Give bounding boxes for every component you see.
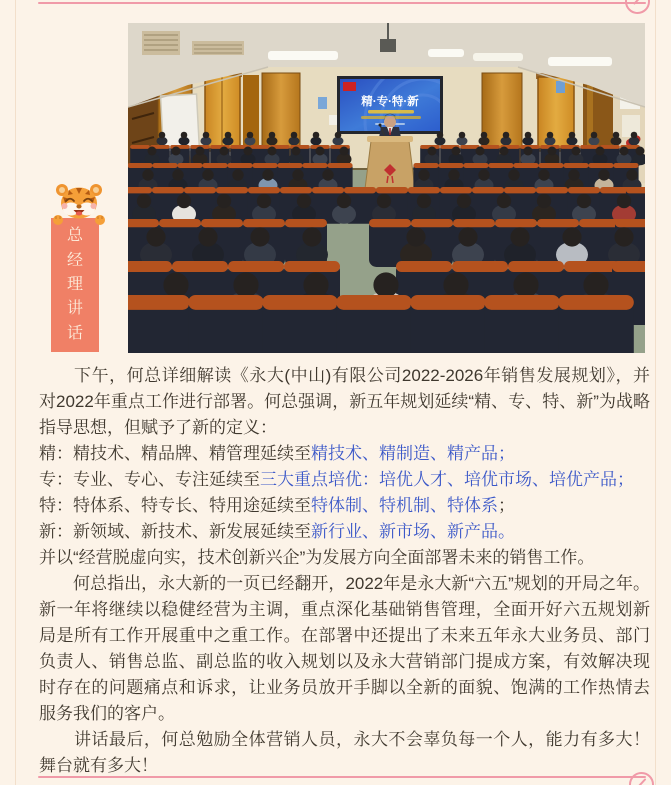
body-text: 特：特体系、特专长、特用途延续至 (39, 496, 311, 515)
left-border-line (15, 0, 16, 785)
bottom-divider-line (38, 776, 646, 778)
bottom-circle-ornament-icon (628, 771, 655, 785)
paragraph (39, 545, 650, 571)
slide-title: 精·专·特·新 (361, 96, 419, 108)
paragraph (39, 571, 650, 727)
highlighted-text: 特体制、特机制、特体系 (311, 496, 498, 515)
meeting-photo (128, 23, 645, 353)
highlighted-text: 新行业、新市场、新产品。 (311, 522, 515, 541)
tiger-mascot-icon (49, 181, 109, 225)
paragraph (39, 519, 650, 545)
top-divider-line (38, 2, 646, 4)
body-text: 精：精技术、精品牌、精管理延续至 (39, 444, 311, 463)
body-text: 下午，何总详细解读《永大(中山)有限公司2022-2026年销售发展规划》，并对2022年重点工作进行部署。何总强调，新五年规划延续“精、专、特、新”为战略指导思想，但赋予了新的定义： (39, 366, 650, 437)
banner-char: 话 (66, 324, 83, 342)
body-text: 新：新领域、新技术、新发展延续至 (39, 522, 311, 541)
meeting-room-scene (128, 23, 645, 353)
section-banner (51, 218, 99, 352)
paragraph (39, 441, 650, 467)
banner-char: 理 (66, 275, 83, 293)
banner-char: 讲 (66, 300, 83, 318)
article-body (39, 363, 650, 779)
body-text: 讲话最后，何总勉励全体营销人员，永大不会辜负每一个人，能力有多大！舞台就有多大！ (39, 730, 650, 775)
banner-char: 总 (66, 227, 83, 245)
paragraph (39, 727, 650, 779)
body-text: 专：专业、专心、专注延续至 (39, 470, 260, 489)
paragraph (39, 363, 650, 441)
body-text: 并以“经营脱虚向实，技术创新兴企”为发展方向全面部署未来的销售工作。 (39, 548, 595, 567)
banner-char: 经 (66, 251, 83, 269)
right-border-line (655, 0, 656, 785)
highlighted-text: 三大重点培优：培优人才、培优市场、培优产品； (260, 470, 634, 489)
top-circle-ornament-icon (624, 0, 651, 15)
paragraph (39, 493, 650, 519)
paragraph (39, 467, 650, 493)
body-text: 何总指出，永大新的一页已经翻开，2022年是永大新“六五”规划的开局之年。新一年将继续以稳健经营为主调，重点深化基础销售管理，全面开好六五规划新局是所有工作开展重中之重工作。在部署中还提出了未来五年永大业务员、部门负责人、销售总监、副总监的收入规划以及永大营销部门提成方案，有效解决现时存在的问题痛点和诉求，让业务员放开手脚以全新的面貌、饱满的工作热情去服务我们的客户。 (39, 574, 650, 723)
highlighted-text: 精技术、精制造、精产品； (311, 444, 515, 463)
body-text: ； (498, 496, 515, 515)
